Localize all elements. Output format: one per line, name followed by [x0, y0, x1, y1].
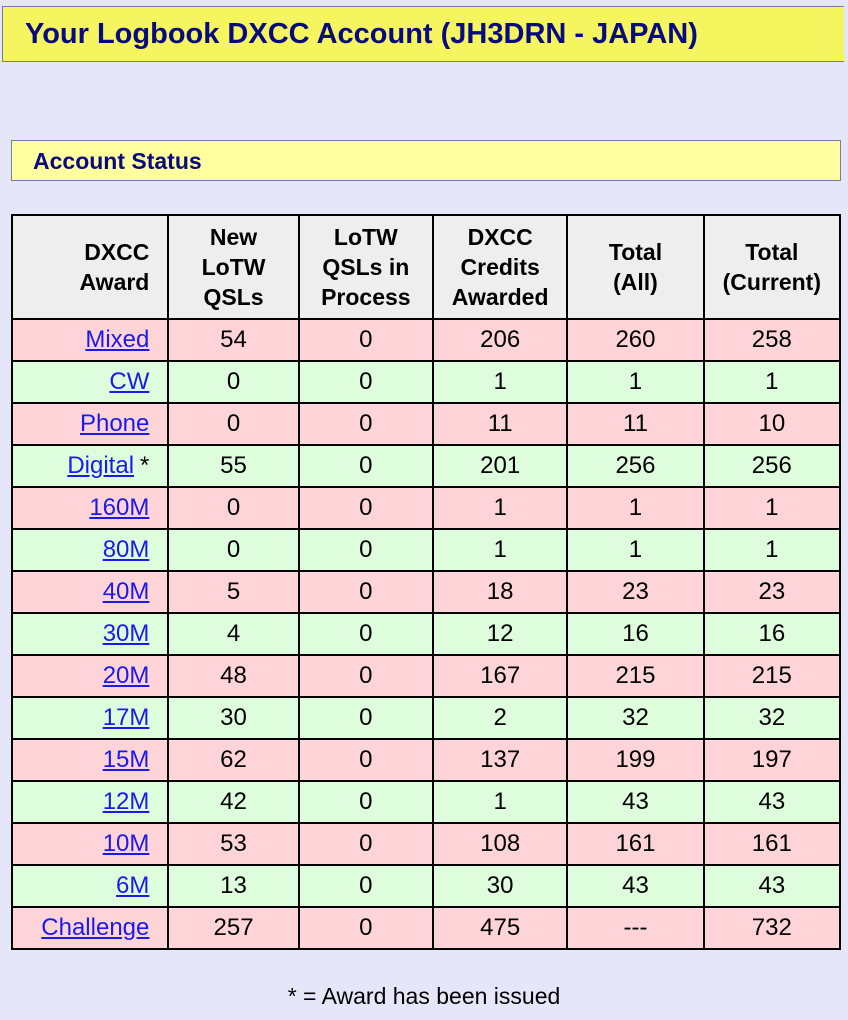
award-cell	[12, 613, 168, 655]
total-current-cell: 10	[704, 403, 840, 445]
total-all-cell: ---	[567, 907, 703, 949]
dxcc-credits-cell: 2	[433, 697, 567, 739]
dxcc-credits-cell: 201	[433, 445, 567, 487]
award-cell	[12, 529, 168, 571]
lotw-in-process-cell: 0	[299, 739, 433, 781]
new-lotw-qsls-cell: 53	[168, 823, 298, 865]
col-header-dxcc-award: DXCC Award	[12, 215, 168, 319]
award-link[interactable]: 160M	[89, 494, 150, 521]
total-current-cell: 43	[704, 865, 840, 907]
dxcc-credits-cell: 30	[433, 865, 567, 907]
new-lotw-qsls-cell: 48	[168, 655, 298, 697]
table-row	[12, 529, 840, 571]
col-header-dxcc-credits-awarded: DXCC Credits Awarded	[433, 215, 567, 319]
award-cell	[12, 781, 168, 823]
table-row	[12, 487, 840, 529]
new-lotw-qsls-cell: 55	[168, 445, 298, 487]
dxcc-credits-cell: 11	[433, 403, 567, 445]
new-lotw-qsls-cell: 0	[168, 529, 298, 571]
award-cell	[12, 655, 168, 697]
award-cell	[12, 739, 168, 781]
total-all-cell: 260	[567, 319, 703, 361]
lotw-in-process-cell: 0	[299, 403, 433, 445]
dxcc-credits-cell: 1	[433, 781, 567, 823]
total-current-cell: 43	[704, 781, 840, 823]
total-current-cell: 197	[704, 739, 840, 781]
dxcc-credits-cell: 108	[433, 823, 567, 865]
lotw-in-process-cell: 0	[299, 361, 433, 403]
award-link[interactable]: Digital	[67, 452, 135, 479]
table-row	[12, 655, 840, 697]
lotw-in-process-cell: 0	[299, 907, 433, 949]
account-status-bar	[11, 140, 841, 181]
table-header-row	[12, 215, 840, 319]
total-all-cell: 199	[567, 739, 703, 781]
lotw-in-process-cell: 0	[299, 487, 433, 529]
total-current-cell: 1	[704, 361, 840, 403]
lotw-in-process-cell: 0	[299, 529, 433, 571]
award-cell	[12, 907, 168, 949]
award-link[interactable]: Phone	[79, 410, 150, 437]
award-link[interactable]: 6M	[116, 872, 150, 899]
award-cell	[12, 445, 168, 487]
award-cell	[12, 697, 168, 739]
total-all-cell: 1	[567, 361, 703, 403]
table-row	[12, 445, 840, 487]
lotw-in-process-cell: 0	[299, 655, 433, 697]
lotw-in-process-cell: 0	[299, 697, 433, 739]
new-lotw-qsls-cell: 30	[168, 697, 298, 739]
total-all-cell: 43	[567, 865, 703, 907]
table-body	[12, 319, 840, 949]
total-current-cell: 1	[704, 529, 840, 571]
new-lotw-qsls-cell: 257	[168, 907, 298, 949]
new-lotw-qsls-cell: 5	[168, 571, 298, 613]
award-link[interactable]: 17M	[102, 704, 150, 731]
lotw-in-process-cell: 0	[299, 445, 433, 487]
total-all-cell: 32	[567, 697, 703, 739]
award-cell	[12, 319, 168, 361]
total-current-cell: 1	[704, 487, 840, 529]
lotw-in-process-cell: 0	[299, 781, 433, 823]
award-cell	[12, 823, 168, 865]
award-link[interactable]: 20M	[102, 662, 150, 689]
page-title: Your Logbook DXCC Account (JH3DRN - JAPAN)	[25, 18, 698, 50]
total-current-cell: 16	[704, 613, 840, 655]
new-lotw-qsls-cell: 4	[168, 613, 298, 655]
award-link[interactable]: 12M	[102, 788, 150, 815]
lotw-in-process-cell: 0	[299, 571, 433, 613]
table-row	[12, 781, 840, 823]
total-all-cell: 1	[567, 529, 703, 571]
award-cell	[12, 403, 168, 445]
award-link[interactable]: 30M	[102, 620, 150, 647]
total-all-cell: 1	[567, 487, 703, 529]
table-row	[12, 403, 840, 445]
total-current-cell: 258	[704, 319, 840, 361]
col-header-total-all: Total (All)	[567, 215, 703, 319]
dxcc-credits-cell: 18	[433, 571, 567, 613]
total-all-cell: 16	[567, 613, 703, 655]
award-cell	[12, 487, 168, 529]
total-all-cell: 161	[567, 823, 703, 865]
award-link[interactable]: Mixed	[85, 326, 150, 353]
total-current-cell: 32	[704, 697, 840, 739]
award-link[interactable]: 10M	[102, 830, 150, 857]
lotw-in-process-cell: 0	[299, 613, 433, 655]
award-cell	[12, 361, 168, 403]
lotw-in-process-cell: 0	[299, 319, 433, 361]
total-all-cell: 23	[567, 571, 703, 613]
total-all-cell: 256	[567, 445, 703, 487]
new-lotw-qsls-cell: 13	[168, 865, 298, 907]
new-lotw-qsls-cell: 0	[168, 487, 298, 529]
table-row	[12, 823, 840, 865]
new-lotw-qsls-cell: 42	[168, 781, 298, 823]
new-lotw-qsls-cell: 62	[168, 739, 298, 781]
total-all-cell: 11	[567, 403, 703, 445]
new-lotw-qsls-cell: 0	[168, 361, 298, 403]
award-link[interactable]: CW	[109, 368, 150, 395]
page-title-bar	[2, 6, 844, 62]
total-all-cell: 43	[567, 781, 703, 823]
dxcc-credits-cell: 137	[433, 739, 567, 781]
award-link[interactable]: 40M	[102, 578, 150, 605]
total-all-cell: 215	[567, 655, 703, 697]
new-lotw-qsls-cell: 0	[168, 403, 298, 445]
dxcc-credits-cell: 1	[433, 361, 567, 403]
table-row	[12, 697, 840, 739]
dxcc-credits-cell: 475	[433, 907, 567, 949]
total-current-cell: 215	[704, 655, 840, 697]
col-header-new-lotw-qsls: New LoTW QSLs	[168, 215, 298, 319]
account-status-heading: Account Status	[33, 148, 202, 174]
award-cell	[12, 865, 168, 907]
dxcc-credits-cell: 167	[433, 655, 567, 697]
total-current-cell: 732	[704, 907, 840, 949]
table-row	[12, 319, 840, 361]
footnote: * = Award has been issued	[287, 983, 561, 1009]
dxcc-credits-cell: 12	[433, 613, 567, 655]
dxcc-credits-cell: 1	[433, 487, 567, 529]
table-row	[12, 739, 840, 781]
dxcc-credits-cell: 206	[433, 319, 567, 361]
award-issued-marker: *	[140, 452, 150, 479]
total-current-cell: 23	[704, 571, 840, 613]
table-row	[12, 361, 840, 403]
col-header-lotw-qsls-in-process: LoTW QSLs in Process	[299, 215, 433, 319]
table-row	[12, 613, 840, 655]
table-row	[12, 907, 840, 949]
award-link[interactable]: 15M	[102, 746, 150, 773]
award-link[interactable]: 80M	[102, 536, 150, 563]
lotw-in-process-cell: 0	[299, 865, 433, 907]
dxcc-credits-cell: 1	[433, 529, 567, 571]
new-lotw-qsls-cell: 54	[168, 319, 298, 361]
total-current-cell: 256	[704, 445, 840, 487]
col-header-total-current: Total (Current)	[704, 215, 840, 319]
award-cell	[12, 571, 168, 613]
table-row	[12, 865, 840, 907]
award-link[interactable]: Challenge	[41, 914, 150, 941]
dxcc-status-table	[11, 214, 841, 950]
lotw-in-process-cell: 0	[299, 823, 433, 865]
table-row	[12, 571, 840, 613]
total-current-cell: 161	[704, 823, 840, 865]
